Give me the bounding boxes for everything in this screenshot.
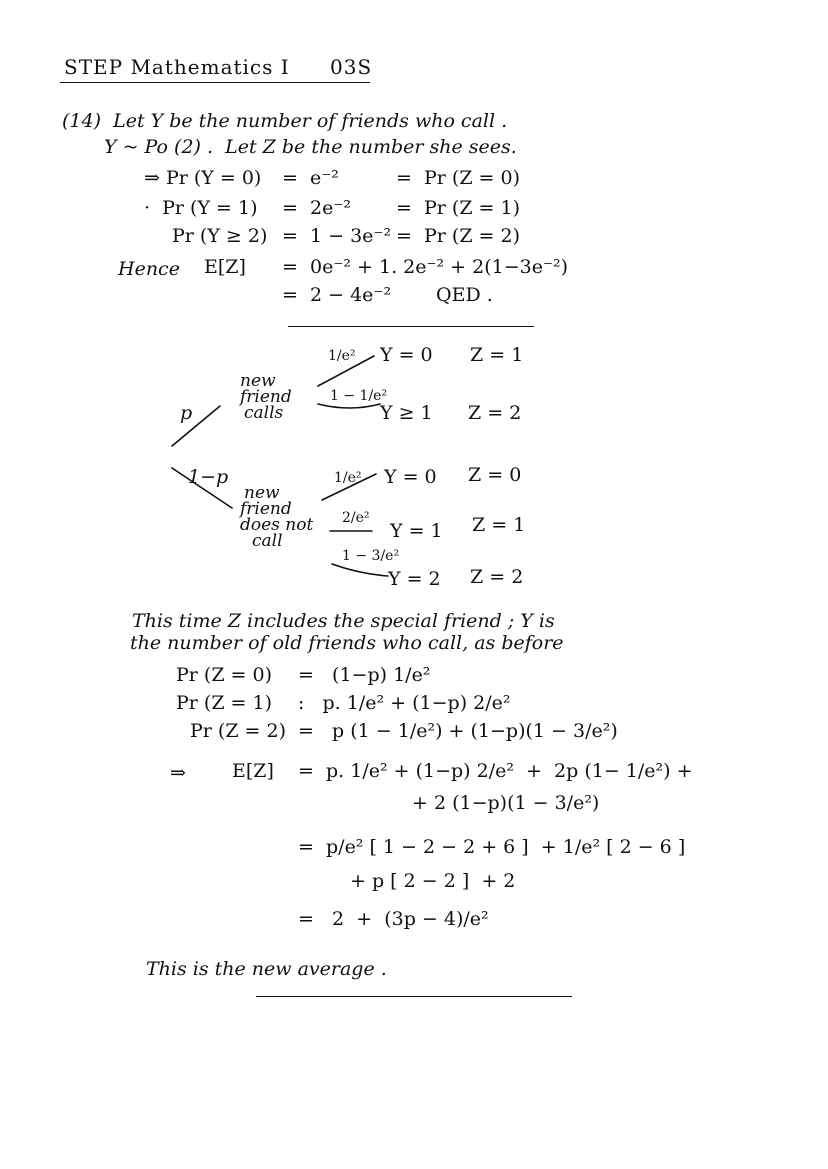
tree-lower-prob-1: 2/e²	[342, 510, 370, 526]
header-code: 03S	[330, 55, 373, 79]
pr-y0-lhs: ⇒ Pr (Y = 0)	[144, 167, 262, 189]
pr-y2-lhs: Pr (Y ≥ 2)	[172, 225, 268, 247]
tree-notcalls-label-3: does not	[240, 515, 314, 535]
final-statement: This is the new average .	[146, 958, 387, 980]
pr-y0-rhs: = Pr (Z = 0)	[396, 167, 521, 189]
hence-label: Hence	[118, 258, 180, 280]
intro-line-1: (14) Let Y be the number of friends who call .	[62, 110, 508, 132]
tree-notcalls-label-4: call	[252, 531, 283, 551]
tree-upper-prob-1: 1 − 1/e²	[330, 388, 388, 404]
ez-line-1: = p. 1/e² + (1−p) 2/e² + 2p (1− 1/e²) +	[298, 760, 693, 782]
hence-lhs: E[Z]	[204, 256, 246, 278]
pr-z0-rhs: = (1−p) 1/e²	[298, 664, 431, 686]
hence-rhs: = 0e⁻² + 1. 2e⁻² + 2(1−3e⁻²)	[282, 256, 569, 278]
tree-upper-prob-0: 1/e²	[328, 348, 356, 364]
intro-line-2: Y ~ Po (2) . Let Z be the number she sees.	[104, 136, 517, 158]
tree-upper-z-1: Z = 2	[468, 402, 522, 424]
implies-symbol: ⇒	[170, 762, 186, 784]
tree-lower-prob-0: 1/e²	[334, 470, 362, 486]
pr-y1-lhs: · Pr (Y = 1)	[144, 197, 258, 219]
pr-y2-rhs: = Pr (Z = 2)	[396, 225, 521, 247]
pr-z2-rhs: = p (1 − 1/e²) + (1−p)(1 − 3/e²)	[298, 720, 618, 742]
qed-mark: QED .	[436, 284, 493, 306]
tree-notcalls-label-2: friend	[240, 499, 292, 519]
tree-lower-z-1: Z = 1	[472, 514, 526, 536]
pr-z0-lhs: Pr (Z = 0)	[176, 664, 273, 686]
ez-line-2: + 2 (1−p)(1 − 3/e²)	[412, 792, 600, 814]
tree-prob-1-minus-p: 1−p	[188, 466, 229, 488]
explanation-line-1: This time Z includes the special friend ; Y is	[132, 610, 555, 632]
tree-lower-z-2: Z = 2	[470, 566, 524, 588]
ez-line-5: = 2 + (3p − 4)/e²	[298, 908, 489, 930]
tree-lower-y-0: Y = 0	[384, 466, 437, 488]
pr-z2-lhs: Pr (Z = 2)	[190, 720, 287, 742]
header-title: STEP Mathematics I	[64, 55, 290, 79]
tree-prob-p: p	[180, 402, 193, 424]
tree-upper-z-0: Z = 1	[470, 344, 524, 366]
ez-line-3: = p/e² [ 1 − 2 − 2 + 6 ] + 1/e² [ 2 − 6 ]	[298, 836, 686, 858]
hence-result: = 2 − 4e⁻²	[282, 284, 392, 306]
tree-upper-y-0: Y = 0	[380, 344, 433, 366]
tree-lower-prob-2: 1 − 3/e²	[342, 548, 400, 564]
ez-line-4: + p [ 2 − 2 ] + 2	[350, 870, 516, 892]
tree-notcalls-label-1: new	[244, 483, 280, 503]
tree-lower-y-2: Y = 2	[388, 568, 441, 590]
tree-calls-label-2: friend	[240, 387, 292, 407]
explanation-line-2: the number of old friends who call, as before	[130, 632, 564, 654]
ez-lhs: E[Z]	[232, 760, 274, 782]
pr-z1-lhs: Pr (Z = 1)	[176, 692, 273, 714]
tree-lower-y-1: Y = 1	[390, 520, 443, 542]
pr-y0-mid: = e⁻²	[282, 167, 339, 189]
pr-z1-rhs: : p. 1/e² + (1−p) 2/e²	[298, 692, 511, 714]
pr-y1-mid: = 2e⁻²	[282, 197, 351, 219]
tree-calls-label-1: new	[240, 371, 276, 391]
tree-lower-z-0: Z = 0	[468, 464, 522, 486]
tree-calls-label-3: calls	[244, 403, 284, 423]
pr-y1-rhs: = Pr (Z = 1)	[396, 197, 521, 219]
tree-upper-y-1: Y ≥ 1	[380, 402, 433, 424]
pr-y2-mid: = 1 − 3e⁻²	[282, 225, 392, 247]
divider-2	[256, 996, 572, 997]
